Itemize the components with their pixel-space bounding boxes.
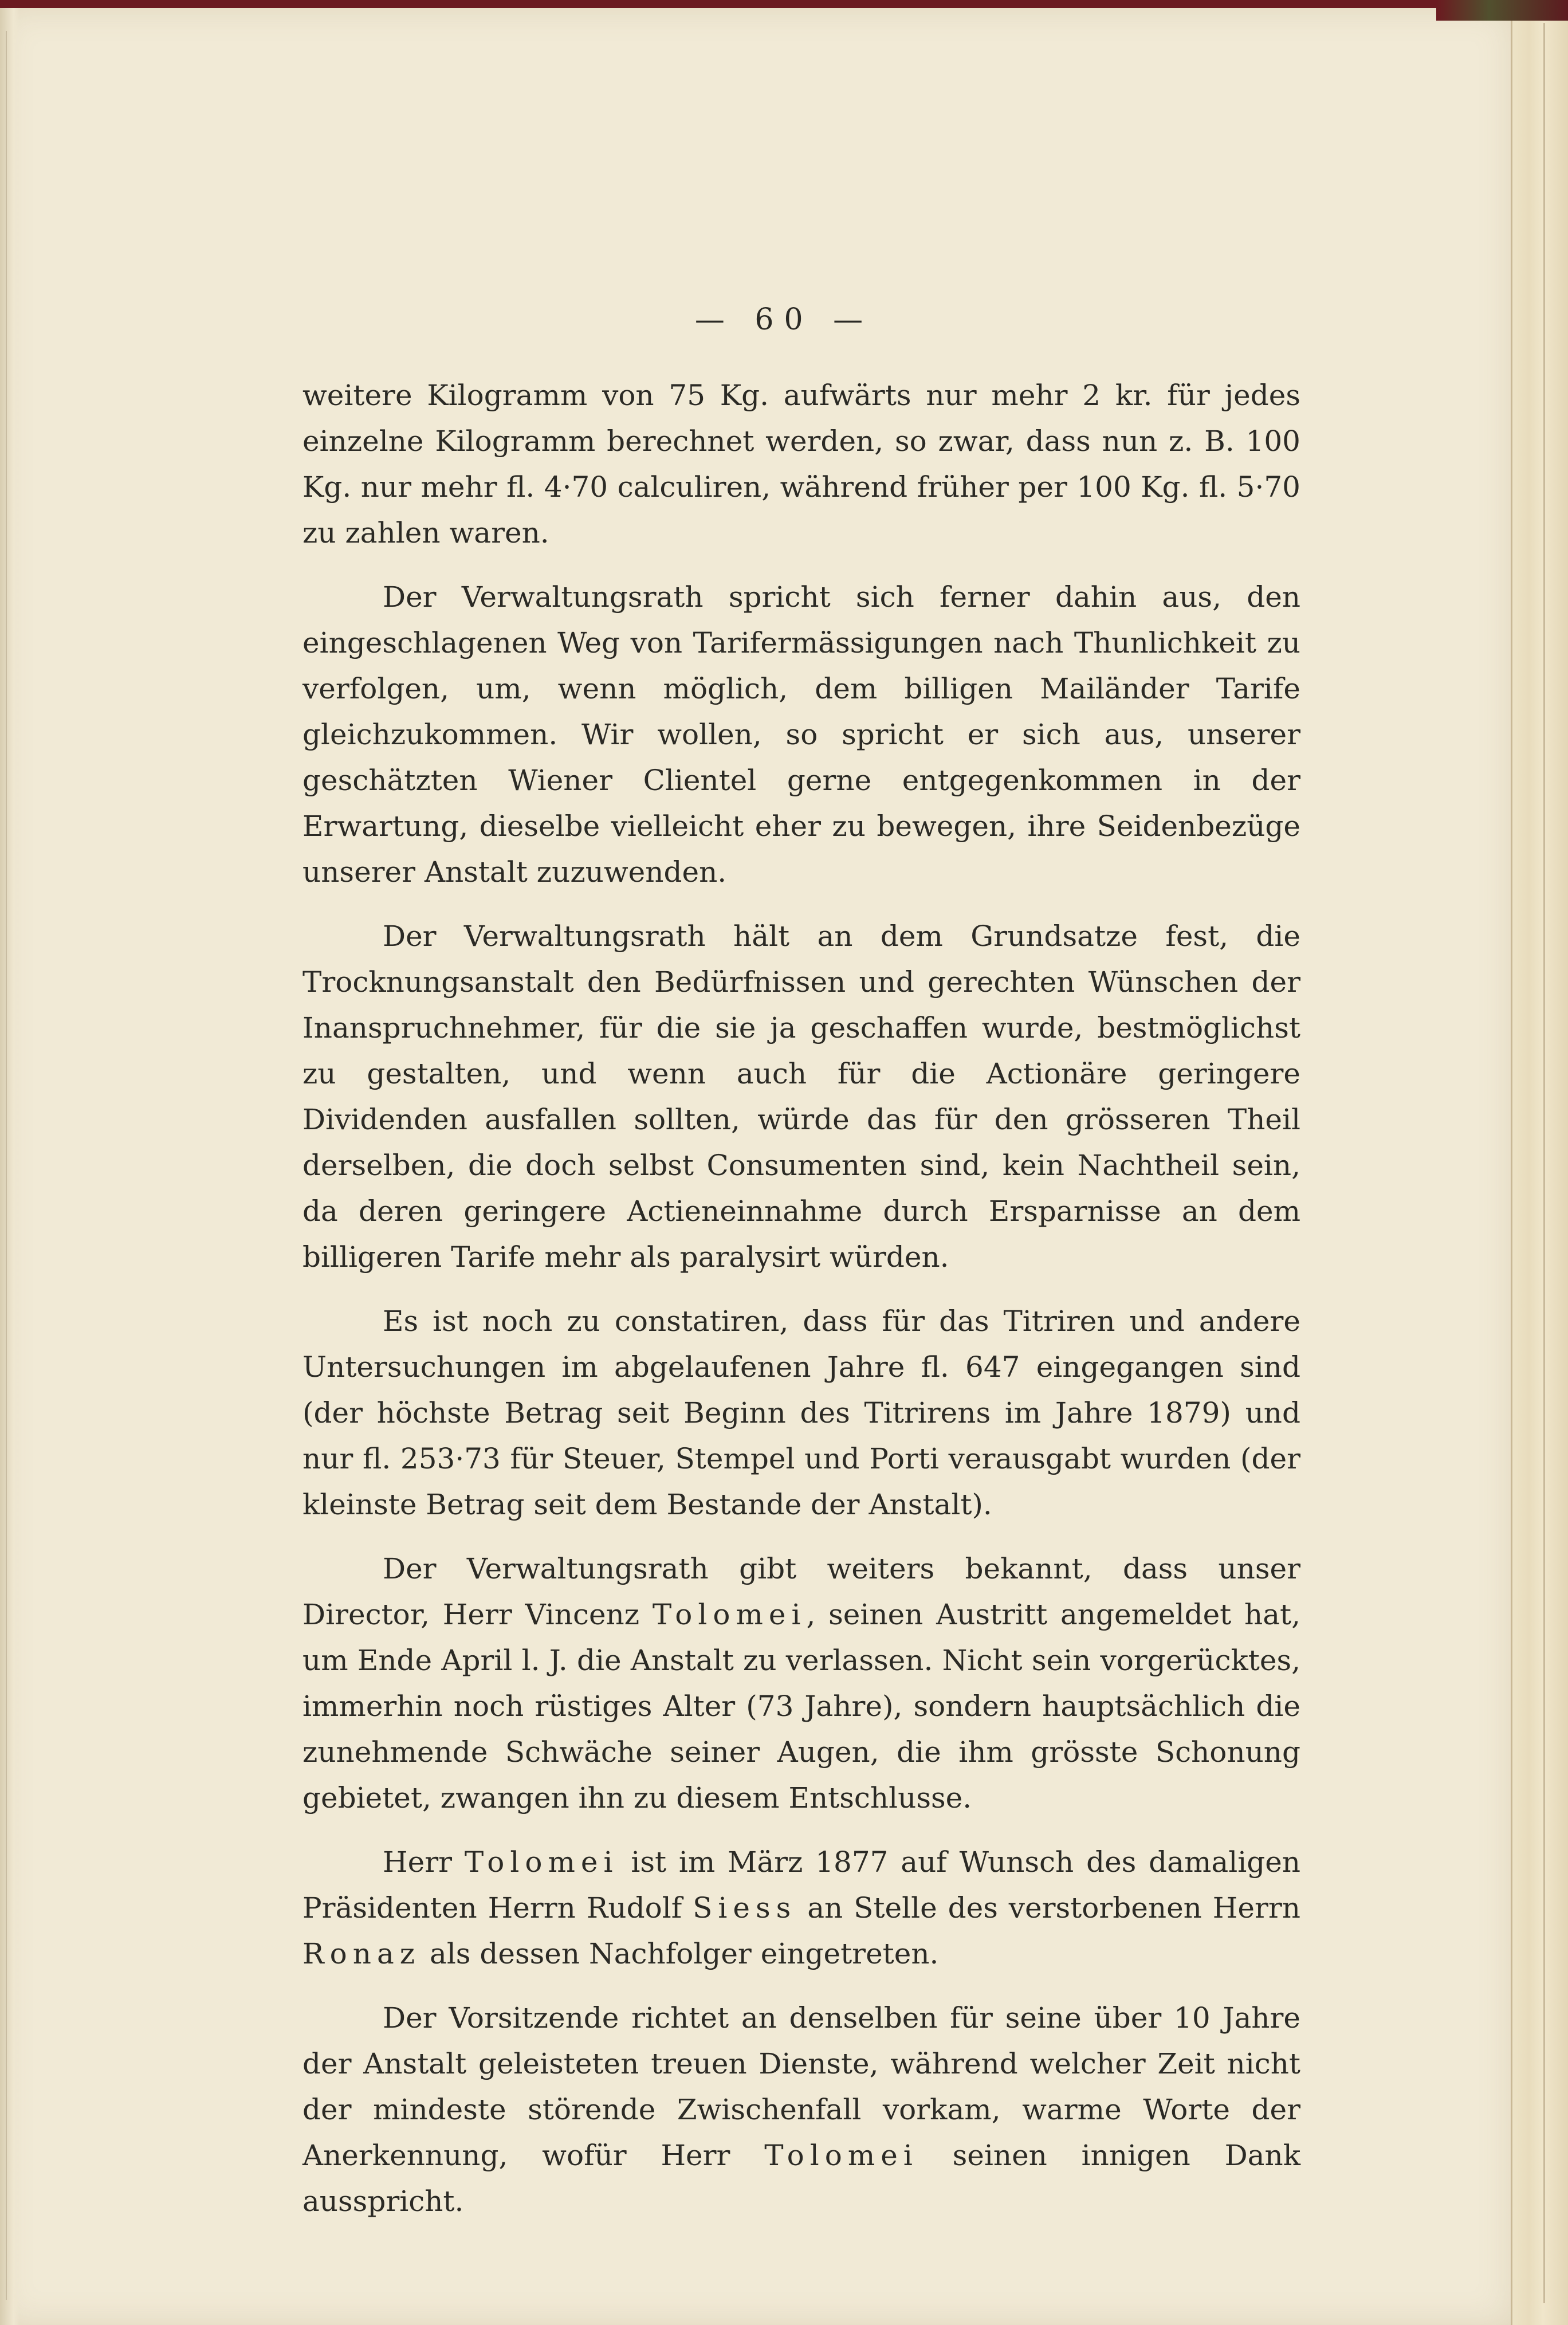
paragraph xyxy=(302,1995,1300,2224)
name-tolomei: Tolomei xyxy=(764,2139,918,2172)
cover-corner xyxy=(1436,0,1568,21)
paragraph xyxy=(302,372,1300,556)
text-run: Der Verwaltungsrath spricht sich ferner dahin aus, den eingeschlagenen Weg von Tarifermässigungen nach Thunlichkeit zu verfolgen, um, wenn möglich, dem billigen Mailänder Tarife gleichzukommen. Wir wollen, so spricht er sich aus, unserer geschätzten Wiener Clientel gerne entgegenkommen in der Erwartung, dieselbe vielleicht eher zu bewegen, ihre Seidenbezüge unserer Anstalt zuzuwenden. xyxy=(302,580,1300,889)
text-run: seinen innigen Dank ausspricht. xyxy=(302,2139,1300,2218)
name-tolomei: Tolomei xyxy=(652,1598,807,1631)
name-siess: Siess xyxy=(693,1891,797,1925)
text-run: als dessen Nachfolger eingetreten. xyxy=(421,1937,939,1970)
text-run: Der Verwaltungsrath hält an dem Grundsatze fest, die Trocknungsanstalt den Bedürfnissen und gerechten Wünschen der Inanspruchnehmer, für die sie ja geschaffen wurde, bestmöglichst zu gestalten, und wenn auch für die Actionäre geringere Dividenden ausfallen sollten, würde das für den grösseren Theil derselben, die doch selbst Consumenten sind, kein Nachtheil sein, da deren geringere Actieneinnahme durch Ersparnisse an dem billigeren Tarife mehr als paralysirt würden. xyxy=(302,920,1300,1274)
name-ronaz: Ronaz xyxy=(302,1937,421,1970)
text-run: Herr xyxy=(383,1845,465,1879)
text-run: ist im März 1877 auf Wunsch des damaligen Präsidenten Herrn Rudolf xyxy=(302,1845,1300,1925)
paragraph xyxy=(302,913,1300,1280)
paragraph xyxy=(302,1546,1300,1821)
body-text xyxy=(302,372,1300,2242)
text-run: , seinen Austritt angemeldet hat, um Ende April l. J. die Anstalt zu verlassen. Nicht sein vorgerücktes, immerhin noch rüstiges Alter (73 Jahre), sondern hauptsächlich die zunehmende Schwäche seiner Augen, die ihm grösste Schonung gebietet, zwangen ihn zu diesem Entschlusse. xyxy=(302,1598,1300,1815)
text-run: weitere Kilogramm von 75 Kg. aufwärts nur mehr 2 kr. für jedes einzelne Kilogramm berechnet werden, so zwar, dass nun z. B. 100 Kg. nur mehr fl. 4·70 calculiren, während früher per 100 Kg. fl. 5·70 zu zahlen waren. xyxy=(302,379,1300,549)
paragraph xyxy=(302,574,1300,895)
page-edge xyxy=(1511,0,1568,2325)
text-run: Der Vorsitzende richtet an denselben für seine über 10 Jahre der Anstalt geleisteten treuen Dienste, während welcher Zeit nicht der mindeste störende Zwischenfall vorkam, warme Worte der Anerkennung, wofür Herr xyxy=(302,2001,1300,2172)
page-gutter xyxy=(0,8,19,2325)
name-tolomei: Tolomei xyxy=(464,1845,619,1879)
paragraph xyxy=(302,1298,1300,1527)
paragraph xyxy=(302,1839,1300,1977)
text-run: an Stelle des verstorbenen Herrn xyxy=(796,1891,1300,1925)
text-run: Es ist noch zu constatiren, dass für das Titriren und andere Untersuchungen im abgelaufenen Jahre fl. 647 eingegangen sind (der höchste Betrag seit Beginn des Titrirens im Jahre 1879) und nur fl. 253·73 für Steuer, Stempel und Porti verausgabt wurden (der kleinste Betrag seit dem Bestande der Anstalt). xyxy=(302,1305,1300,1521)
gutter-line xyxy=(6,31,7,2300)
edge-line xyxy=(1543,23,1545,2303)
page-number: — 60 — xyxy=(694,303,874,337)
text-run: Der Verwaltungsrath gibt weiters bekannt, dass unser Director, Herr Vincenz xyxy=(302,1552,1300,1631)
